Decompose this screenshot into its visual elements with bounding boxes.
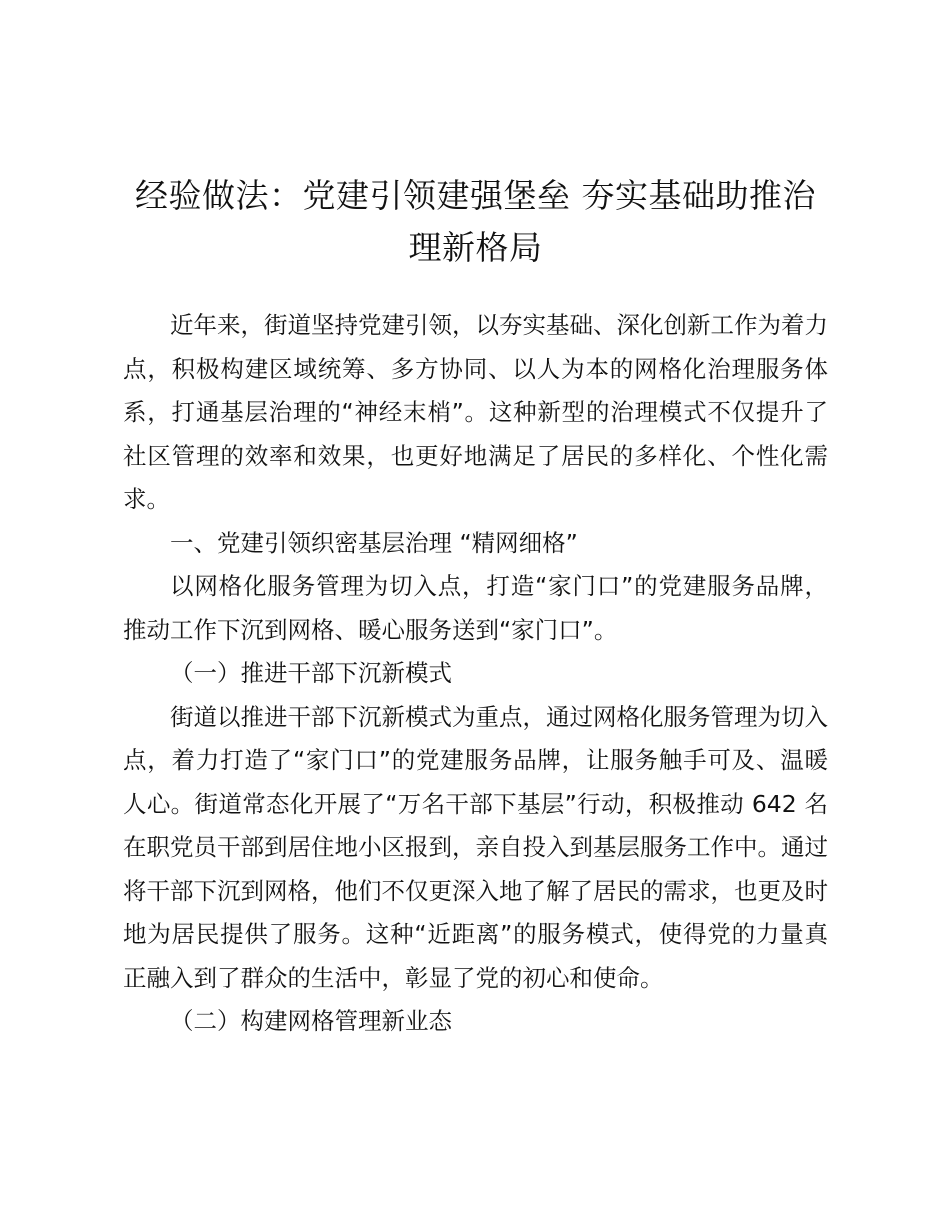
- section-heading-1: 一、党建引领织密基层治理 “精网细格”: [170, 528, 578, 557]
- section-1-paragraph: 以网格化服务管理为切入点，打造“家门口”的党建服务品牌，推动工作下沉到网格、暖心服务送到“家门口”。: [123, 572, 828, 644]
- subsection-1-paragraph: 街道以推进干部下沉新模式为重点，通过网格化服务管理为切入点，着力打造了“家门口”的党建服务品牌，让服务触手可及、温暖人心。街道常态化开展了“万名干部下基层”行动，积极推动 642 名在职党员干部到居住地小区报到，亲自投入到基层服务工作中。通过将干部下沉到网格，他们不仅更深入地了解了居民的需求，也更及时地为居民提供了服务。这种“近距离”的服务模式，使得党的力量真正融入到了群众的生活中，彰显了党的初心和使命。: [123, 702, 828, 992]
- intro-paragraph: 近年来，街道坚持党建引领，以夯实基础、深化创新工作为着力点，积极构建区域统筹、多方协同、以人为本的网格化治理服务体系，打通基层治理的“神经末梢”。这种新型的治理模式不仅提升了社区管理的效率和效果，也更好地满足了居民的多样化、个性化需求。: [123, 311, 828, 513]
- subsection-heading-2: （二）构建网格管理新业态: [170, 1007, 452, 1035]
- subsection-heading-1: （一）推进干部下沉新模式: [170, 659, 452, 687]
- document-title: 经验做法：党建引领建强堡垒 夯实基础助推治理新格局: [135, 176, 816, 267]
- document-body: [123, 304, 828, 1044]
